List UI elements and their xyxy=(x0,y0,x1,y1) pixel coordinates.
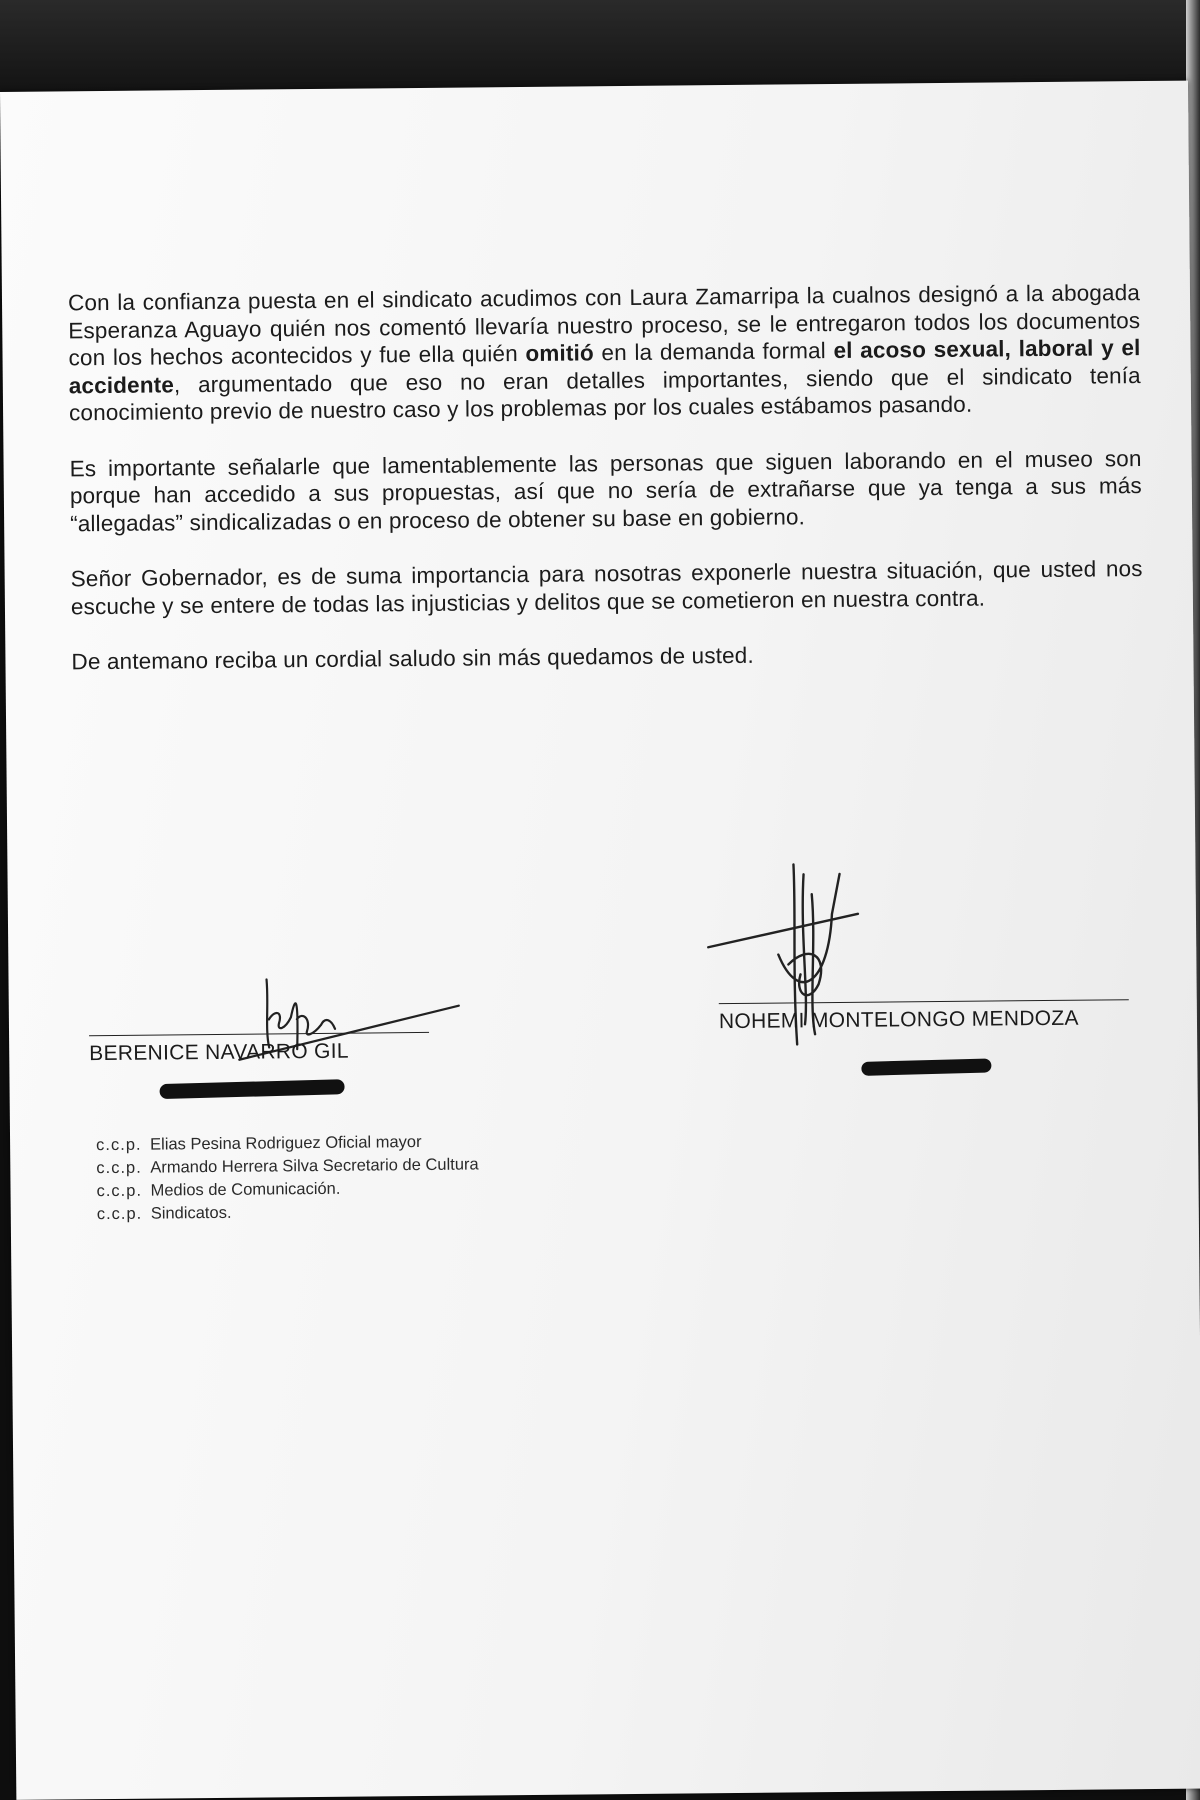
copy-recipient: c.c.p. Medios de Comunicación. xyxy=(96,1179,341,1201)
bold-text: omitió xyxy=(525,340,594,366)
signatory-right xyxy=(719,999,1129,1034)
redaction-left xyxy=(159,1079,344,1099)
closing-line: De antemano reciba un cordial saludo sin más quedamos de usted. xyxy=(71,642,754,675)
redaction-right xyxy=(861,1058,991,1076)
bold-text: el acoso sexual, laboral y el accidente xyxy=(68,335,1141,398)
paragraph-3 xyxy=(71,555,1143,620)
copy-recipient: c.c.p. Sindicatos. xyxy=(96,1203,232,1224)
signatory-right-name: NOHEMI MONTELONGO MENDOZA xyxy=(718,1006,1079,1034)
copy-recipient: c.c.p. Armando Herrera Silva Secretario de Cultura xyxy=(96,1155,479,1178)
signature-line-left xyxy=(89,1032,429,1036)
signatory-left xyxy=(89,1032,429,1066)
letter-page xyxy=(0,81,1200,1800)
paragraph-2 xyxy=(69,445,1142,538)
paragraph-text: Es importante señalarle que lamentablemente las personas que siguen laborando en el museo son porque han accedido a sus propuestas, así que no sería de extrañarse que ya tenga a sus más “allegadas” sindicalizadas o en proceso de obtener su base en gobierno. xyxy=(69,445,1142,536)
paragraph-text: Con la confianza puesta en el sindicato acudimos con Laura Zamarripa la cualnos designó a la abogada Esperanza Aguayo quién nos comentó llevaría nuestro proceso, se le entregaron todos los documentos con los hechos acontecidos y fue ella quién xyxy=(67,280,1141,371)
paragraph-text: Señor Gobernador, es de suma importancia para nosotras exponerle nuestra situación, que usted nos escuche y se entere de todas las injusticias y delitos que se cometieron en nuestra contra. xyxy=(70,556,1143,619)
letter-body xyxy=(68,279,1144,698)
copy-recipient: c.c.p. Elias Pesina Rodriguez Oficial mayor xyxy=(96,1133,422,1155)
paragraph-text: , argumentado que eso no eran detalles importantes, siendo que el sindicato tenía conocimiento previo de nuestro caso y los problemas por los cuales estábamos pasando. xyxy=(68,362,1141,426)
paragraph-text: en la demanda formal xyxy=(593,338,834,366)
signatory-left-name: BERENICE NAVARRO GIL xyxy=(89,1039,349,1066)
copy-recipients-list xyxy=(96,1130,479,1226)
paragraph-1 xyxy=(68,279,1141,427)
